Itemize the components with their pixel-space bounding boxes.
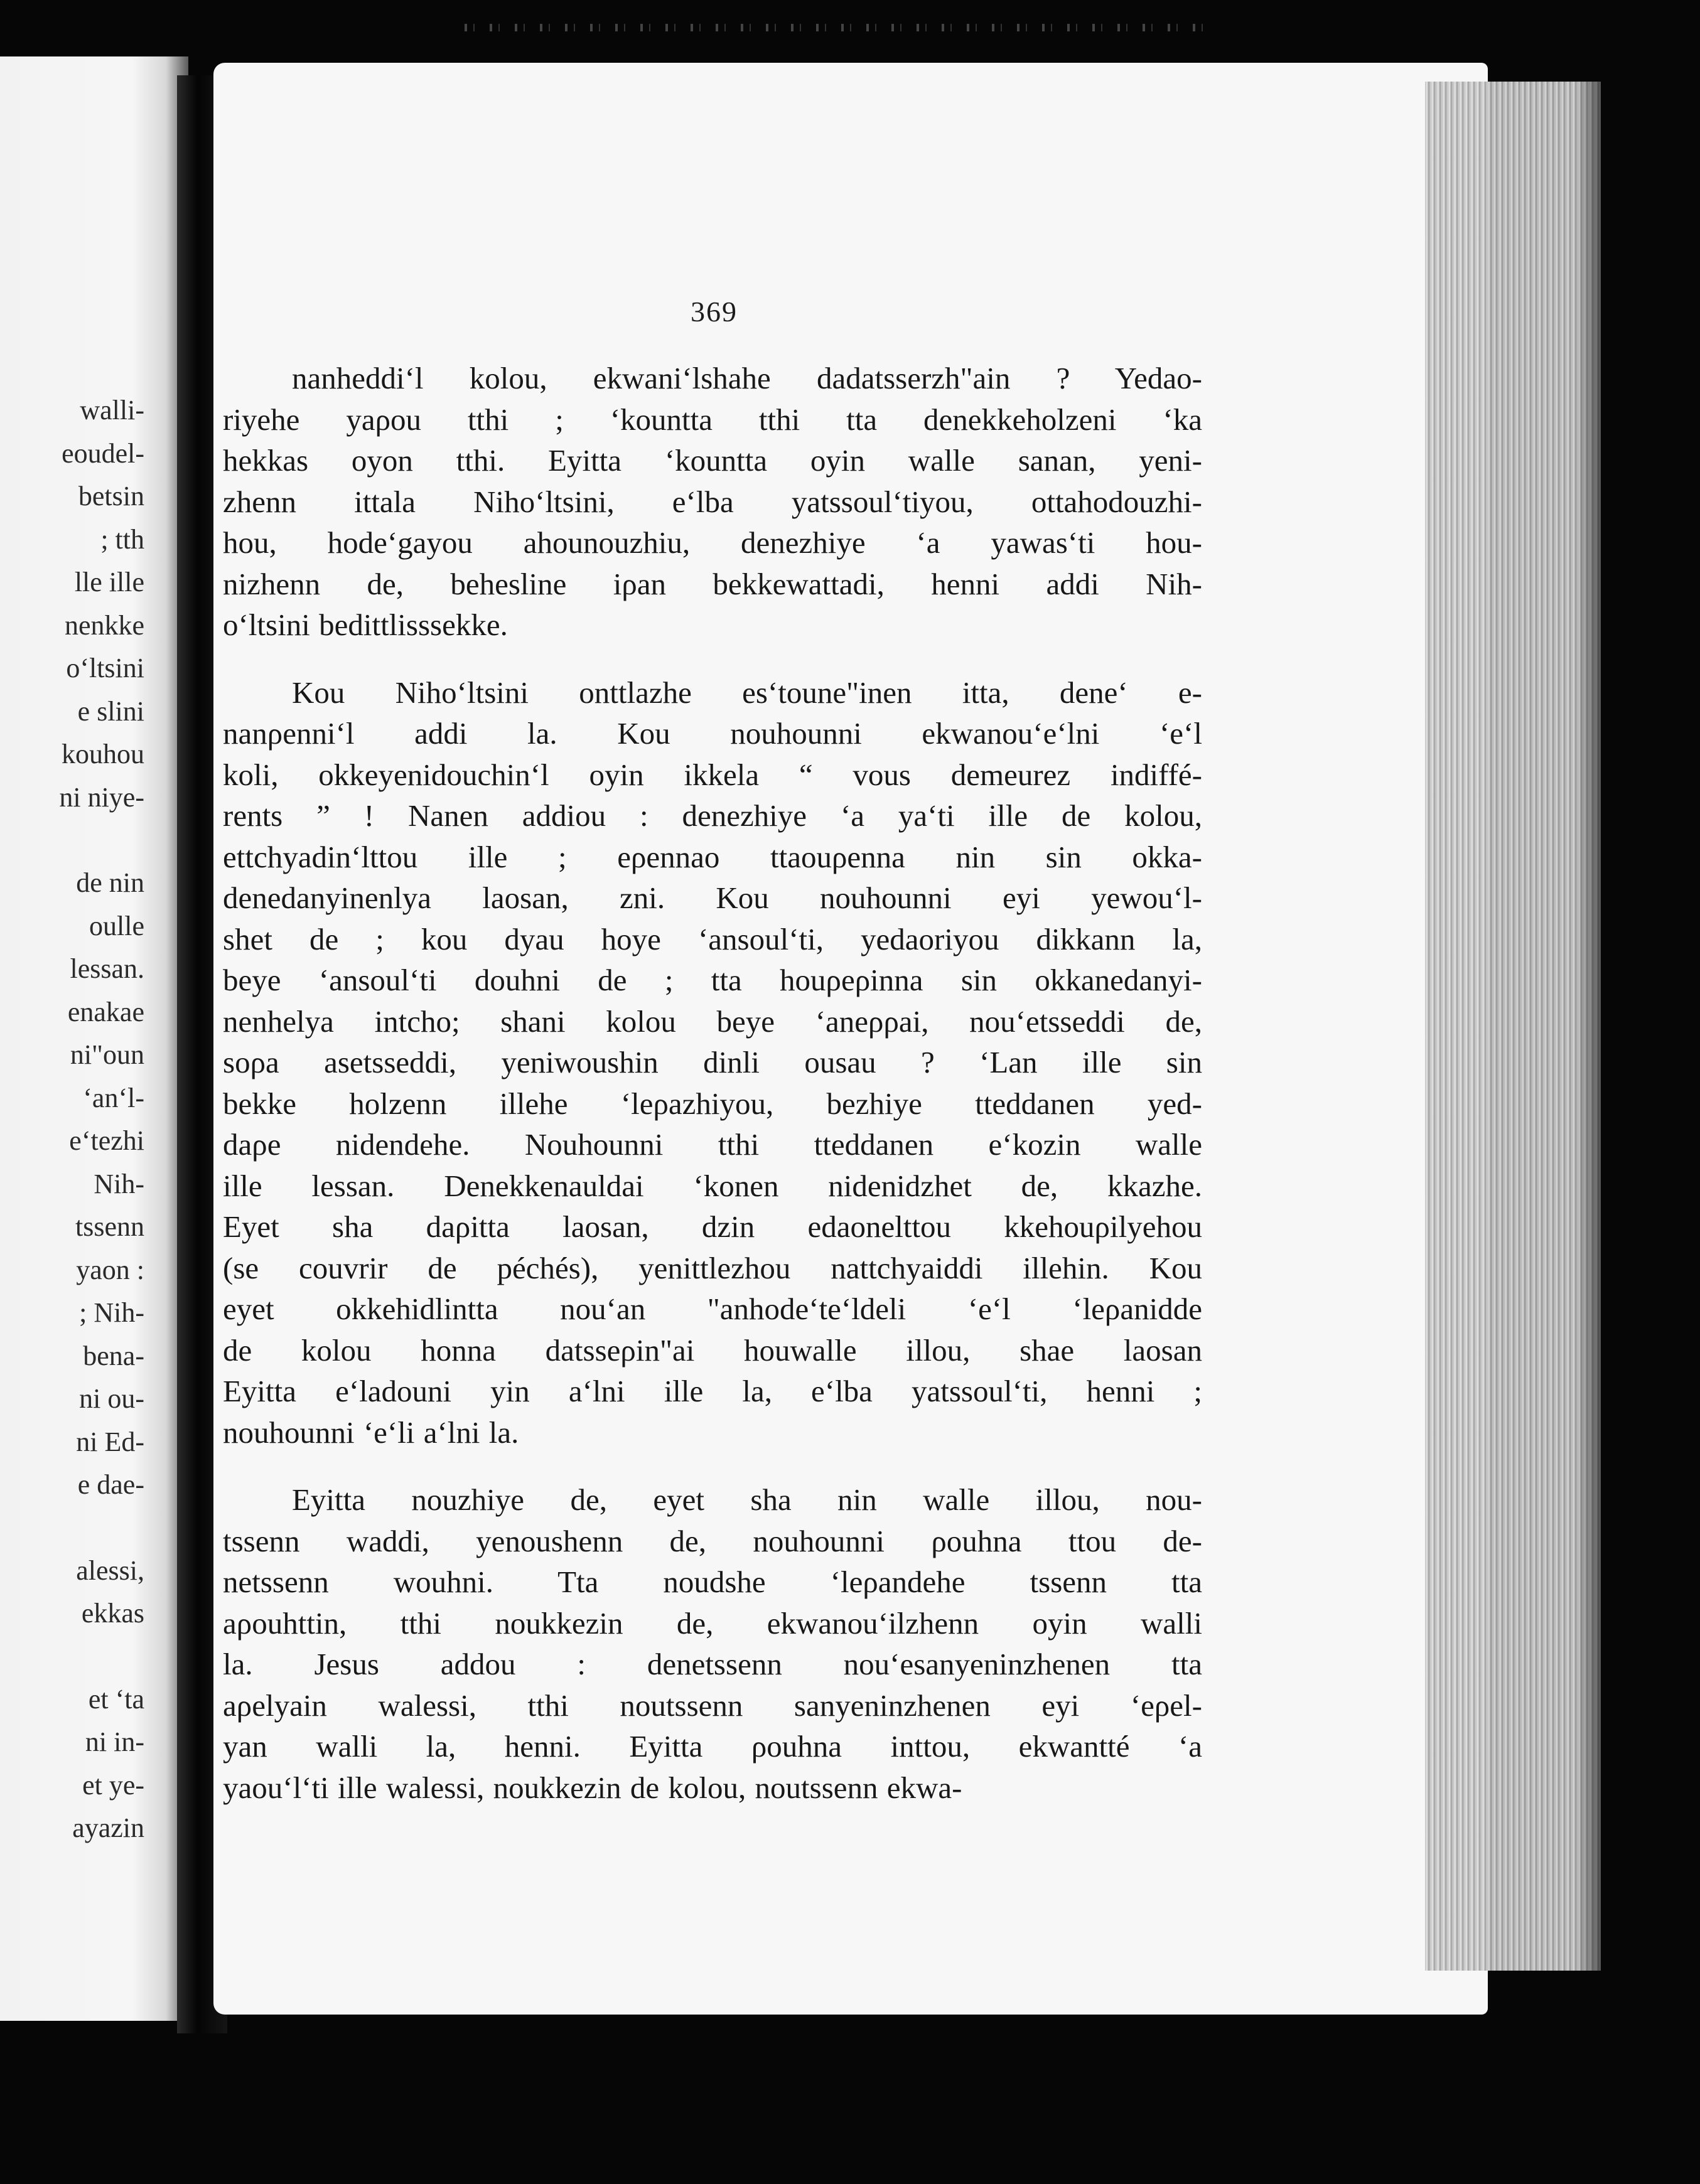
text-line: Eyitta e‘ladouni yin a‘lni ille la, e‘lba yatssoul‘ti, henni ; (223, 1374, 1202, 1408)
text-line: nanheddi‘l kolou, ekwani‘lshahe dadatsserzh"ain ? Yedao- (292, 361, 1202, 395)
text-line: hou, hode‘gayou ahounouzhiu, denezhiye ‘a yawas‘ti hou- (223, 525, 1202, 560)
text-line: (se couvrir de péchés), yenittlezhou nattchyaiddi illehin. Kou (223, 1250, 1202, 1285)
text-line: denedanyinenlya laosan, zni. Kou nouhounni eyi yewou‘l- (223, 881, 1202, 915)
text-line: riyehe yaρou tthi ; ‘kountta tthi tta denekkeholzeni ‘ka (223, 402, 1202, 437)
left-text-line: ni niye- (59, 781, 144, 813)
text-line: tssenn waddi, yenoushenn de, nouhounni ρouhna ttou de- (223, 1523, 1202, 1558)
left-text-line: yaon : (76, 1254, 144, 1285)
left-text-line: e dae- (77, 1469, 144, 1500)
paragraph (223, 1479, 1202, 1808)
left-text-line: alessi, (76, 1555, 144, 1586)
left-text-line: ni ou- (79, 1383, 144, 1414)
left-text-line: ni Ed- (76, 1426, 144, 1457)
body-text (223, 358, 1202, 1808)
page-edges (1425, 82, 1601, 1971)
text-line: netssenn wouhni. Tta noudshe ‘leρandehe tssenn tta (223, 1565, 1202, 1599)
left-text-line: bena- (83, 1340, 144, 1371)
text-line: rents ” ! Nanen addiou : denezhiye ‘a ya‘ti ille de kolou, (223, 798, 1202, 833)
left-text-line: lle ille (74, 567, 144, 597)
text-line: aρelyain walessi, tthi noutssenn sanyeninzhenen eyi ‘eρel- (223, 1688, 1202, 1723)
left-text-line: tssenn (75, 1211, 144, 1242)
left-text-line: walli- (80, 395, 144, 426)
text-line: hekkas oyon tthi. Eyitta ‘kountta oyin walle sanan, yeni- (223, 443, 1202, 478)
left-text-line (0, 819, 144, 862)
left-text-line: lessan. (70, 953, 144, 984)
left-text-line: ni"oun (70, 1039, 144, 1070)
left-text-line: oulle (89, 910, 144, 941)
text-line: beye ‘ansoul‘ti douhni de ; tta houρeρinna sin okkanedanyi- (223, 963, 1202, 997)
paragraph (223, 358, 1202, 646)
paragraph (223, 672, 1202, 1453)
text-line: soρa asetsseddi, yeniwoushin dinli ousau ? ‘Lan ille sin (223, 1045, 1202, 1079)
text-line: shet de ; kou dyau hoye ‘ansoul‘ti, yedaoriyou dikkann la, (223, 921, 1202, 956)
left-text-line (0, 1507, 144, 1550)
left-text-line: et ‘ta (88, 1683, 144, 1715)
left-text-line: e‘tezhi (69, 1125, 144, 1156)
left-facing-page (0, 56, 188, 2021)
text-line: nizhenn de, behesline iρan bekkewattadi, henni addi Nih- (223, 566, 1202, 601)
left-text-line: o‘ltsini (66, 653, 144, 683)
text-line: eyet okkehidlintta nou‘an "anhode‘te‘ldeli ‘e‘l ‘leρanidde (223, 1292, 1202, 1326)
text-line: ettchyadin‘lttou ille ; eρennao ttaouρenna nin sin okka- (223, 839, 1202, 874)
left-text-line: enakae (67, 996, 144, 1027)
left-text-line: ni in- (85, 1726, 144, 1757)
left-text-line: ayazin (72, 1812, 144, 1843)
text-line: Eyitta nouzhiye de, eyet sha nin walle illou, nou- (292, 1482, 1202, 1517)
left-text-line: betsin (78, 481, 144, 511)
left-text-line: et ye- (82, 1769, 144, 1801)
page-number: 369 (691, 296, 738, 328)
text-line: yaou‘l‘ti ille walessi, noukkezin de kolou, noutssenn ekwa- (223, 1770, 962, 1805)
left-text-line: Nih- (94, 1168, 144, 1199)
left-text-line: eoudel- (62, 437, 144, 469)
left-text-line: de nin (76, 867, 144, 898)
text-line: zhenn ittala Niho‘ltsini, e‘lba yatssoul‘tiyou, ottahodouzhi- (223, 484, 1202, 519)
text-line: la. Jesus addou : denetssenn nou‘esanyeninzhenen tta (223, 1647, 1202, 1681)
left-text-line: e slini (77, 695, 144, 727)
left-text-line: kouhou (62, 739, 144, 769)
left-text-line: ; Nih- (79, 1297, 144, 1328)
text-line: nouhounni ‘e‘li a‘lni la. (223, 1415, 519, 1450)
text-line: bekke holzenn illehe ‘leρazhiyou, bezhiye tteddanen yed- (223, 1086, 1202, 1121)
scan-noise (465, 24, 1218, 31)
text-line: o‘ltsini bedittlisssekke. (223, 608, 508, 642)
text-line: de kolou honna datsseρin"ai houwalle illou, shae laosan (223, 1332, 1202, 1368)
left-text-line: ekkas (81, 1598, 144, 1629)
text-line: aρouhttin, tthi noukkezin de, ekwanou‘ilzhenn oyin walli (223, 1605, 1202, 1641)
text-line: Kou Niho‘ltsini onttlazhe es‘toune"inen itta, dene‘ e- (292, 675, 1202, 710)
text-line: ille lessan. Denekkenauldai ‘konen nidenidzhet de, kkazhe. (223, 1168, 1202, 1203)
text-line: Eyet sha daρitta laosan, dzin edaonelttou kkehouρilyehou (223, 1209, 1202, 1244)
left-text-line: ‘an‘l- (83, 1082, 144, 1113)
text-line: yan walli la, henni. Eyitta ρouhna inttou, ekwantté ‘a (223, 1729, 1202, 1764)
left-text-line (0, 1635, 144, 1678)
left-page-text (0, 389, 144, 1850)
left-text-line: ; tth (100, 523, 144, 555)
text-line: nenhelya intcho; shani kolou beye ‘aneρρai, nou‘etsseddi de, (223, 1004, 1202, 1039)
text-line: nanρenni‘l addi la. Kou nouhounni ekwanou‘e‘lni ‘e‘l (223, 716, 1202, 751)
left-text-line: nenkke (64, 609, 144, 641)
text-line: daρe nidendehe. Nouhounni tthi tteddanen e‘kozin walle (223, 1127, 1202, 1162)
text-line: koli, okkeyenidouchin‘l oyin ikkela “ vous demeurez indiffé- (223, 757, 1202, 792)
